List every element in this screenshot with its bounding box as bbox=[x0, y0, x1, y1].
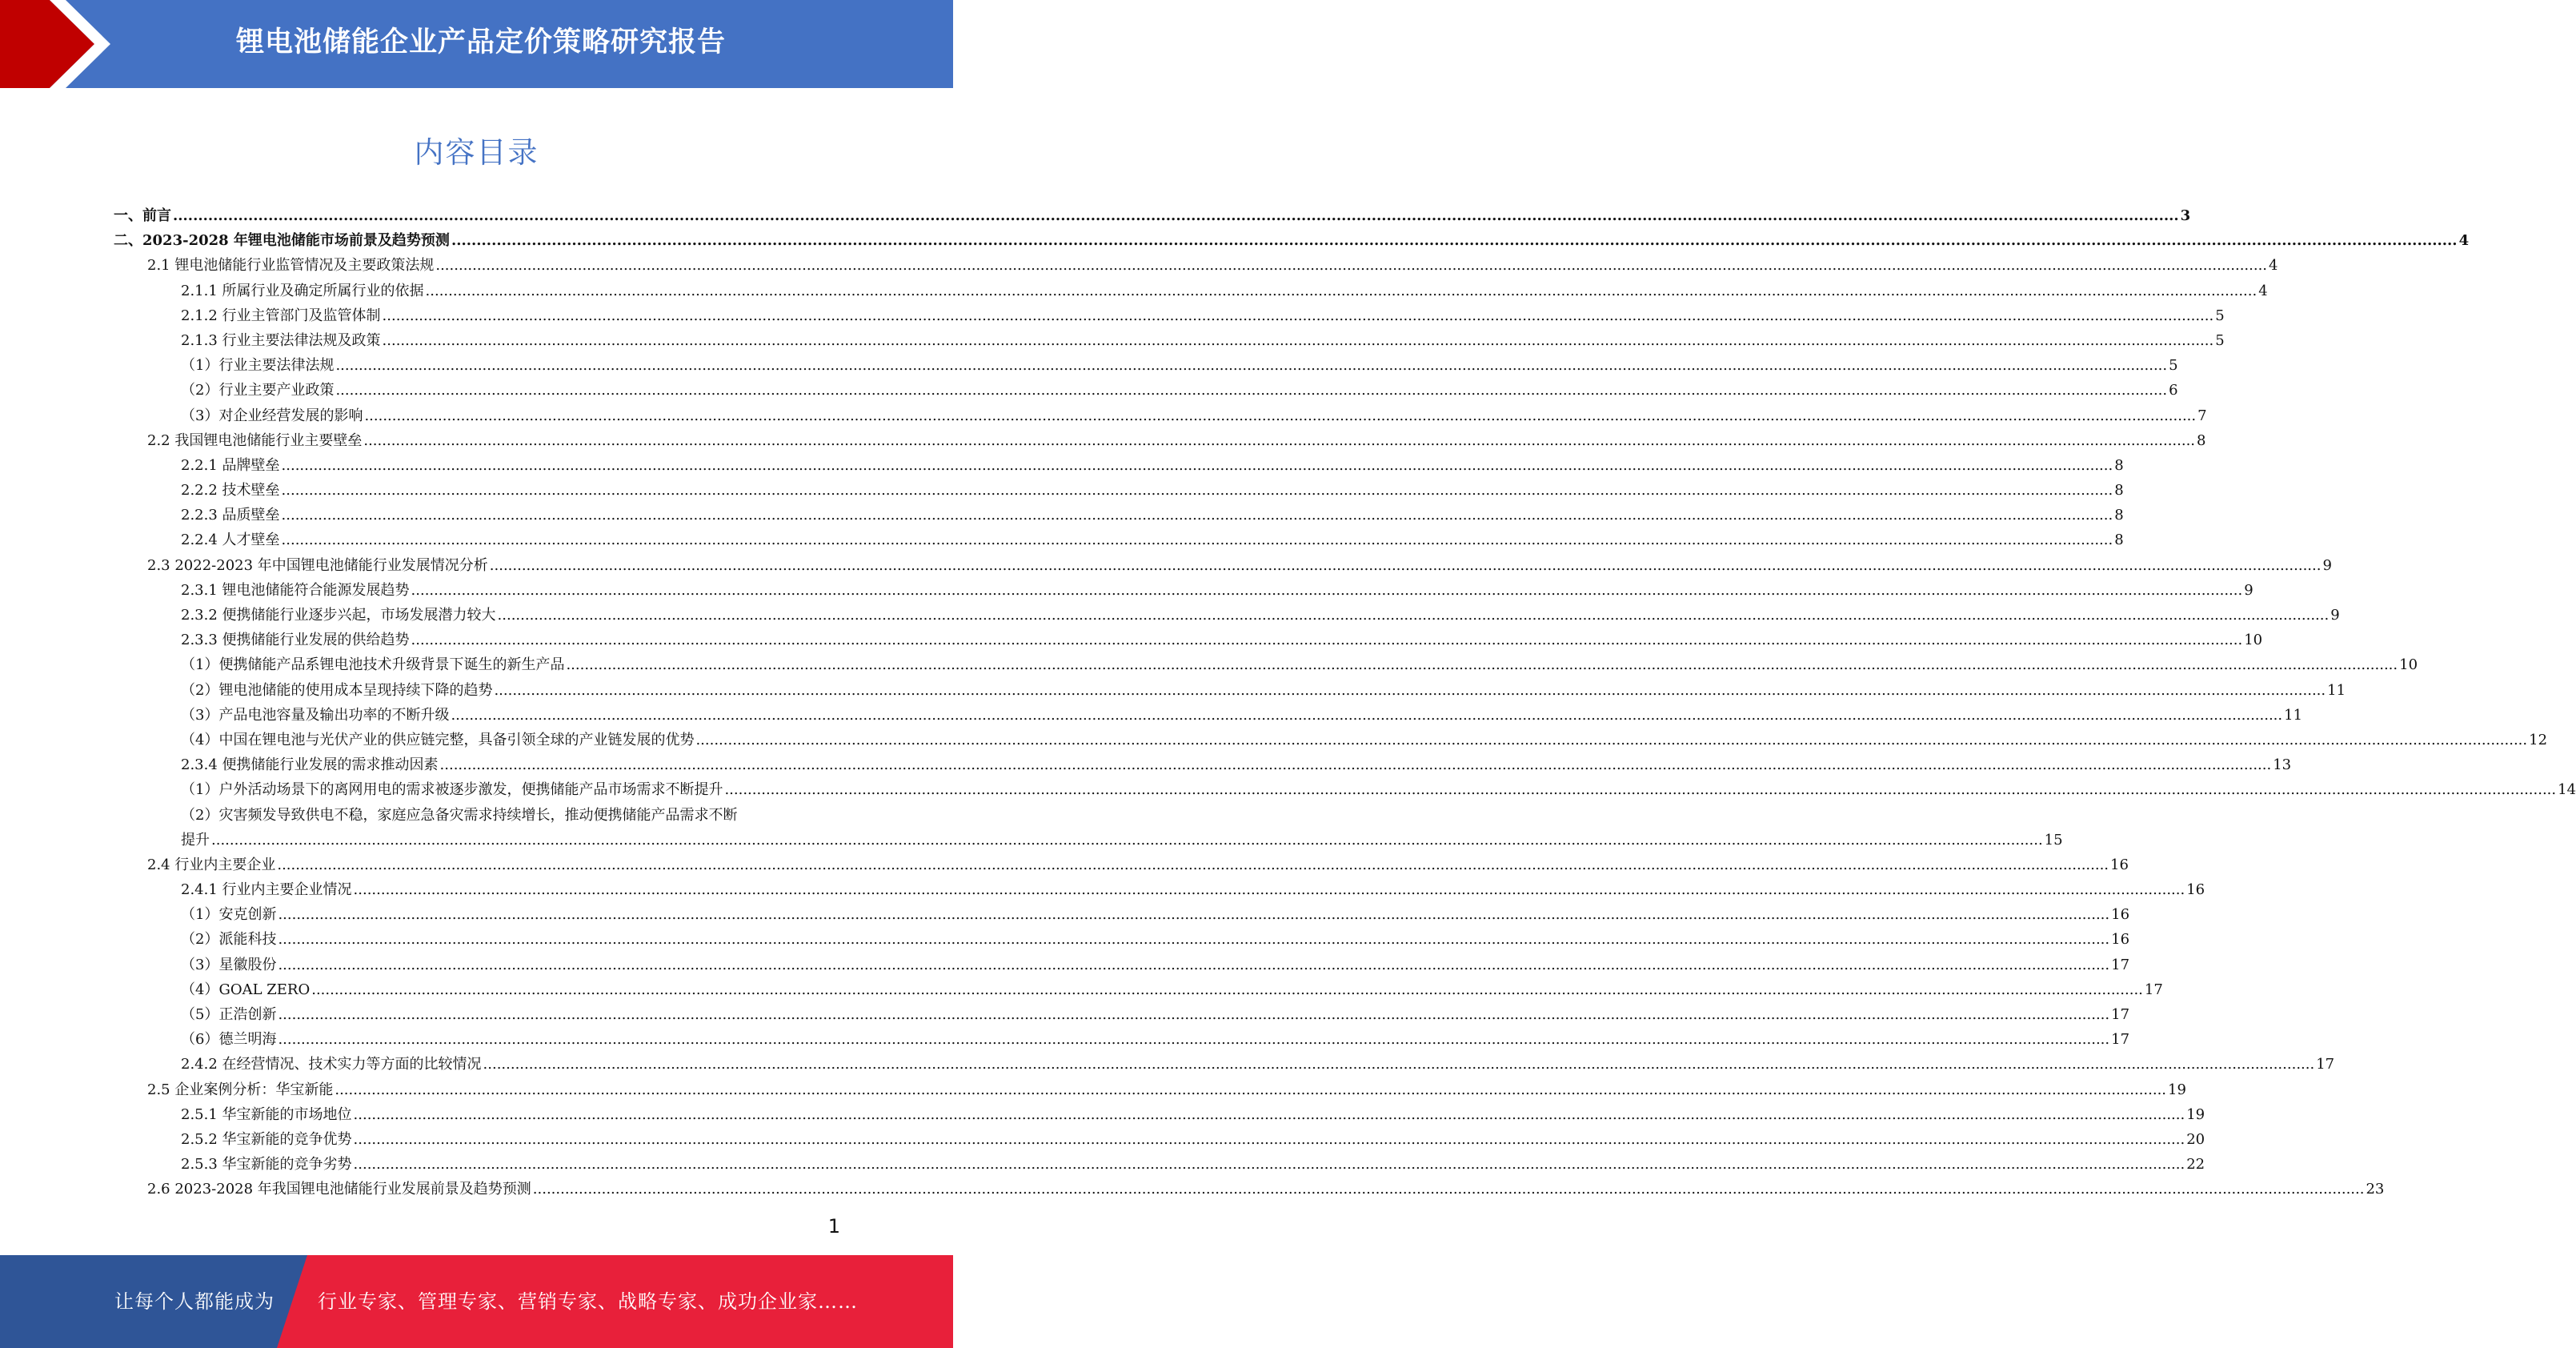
footer-slogan-left: 让每个人都能成为 bbox=[114, 1290, 274, 1313]
toc-entry-title: （5）正浩创新 bbox=[181, 1006, 277, 1023]
toc-entry-title: 2.4 行业内主要企业 bbox=[147, 856, 276, 873]
toc-leader-dots: ................................................................................................................................................................................................................................................................................................................................................................................................................ bbox=[311, 981, 2143, 998]
table-of-contents bbox=[0, 203, 2576, 1202]
toc-leader-dots: ................................................................................................................................................................................................................................................................................................................................................................................................................ bbox=[451, 232, 2458, 250]
toc-leader-dots: ................................................................................................................................................................................................................................................................................................................................................................................................................ bbox=[382, 331, 2214, 349]
toc-entry-title: （1）安克创新 bbox=[181, 906, 277, 924]
toc-entry-title: （6）德兰明海 bbox=[181, 1031, 277, 1049]
toc-entry-page: 3 bbox=[2180, 207, 2191, 224]
toc-entry-page: 5 bbox=[2215, 307, 2225, 324]
toc-entry-title: 2.2.2 技术壁垒 bbox=[181, 482, 280, 499]
toc-entry-page: 17 bbox=[2111, 1031, 2130, 1049]
toc-leader-dots: ................................................................................................................................................................................................................................................................................................................................................................................................................ bbox=[494, 681, 2326, 699]
toc-entry-title: 2.2 我国锂电池储能行业主要壁垒 bbox=[147, 431, 363, 449]
toc-entry-title: （1）户外活动场景下的离网用电的需求被逐步激发，便携储能产品市场需求不断提升 bbox=[181, 781, 723, 799]
toc-entry[interactable] bbox=[0, 1002, 2130, 1027]
toc-entry[interactable] bbox=[0, 1102, 2205, 1127]
toc-entry-title: 2.1 锂电池储能行业监管情况及主要政策法规 bbox=[147, 257, 435, 275]
toc-entry[interactable] bbox=[0, 553, 2332, 578]
toc-entry-title: 2.5.2 华宝新能的竞争优势 bbox=[181, 1130, 352, 1148]
toc-leader-dots: ................................................................................................................................................................................................................................................................................................................................................................................................................ bbox=[335, 357, 2168, 375]
toc-leader-dots: ................................................................................................................................................................................................................................................................................................................................................................................................................ bbox=[281, 456, 2113, 474]
toc-entry-title: 2.1.3 行业主要法律法规及政策 bbox=[181, 331, 381, 349]
toc-entry-page: 6 bbox=[2169, 382, 2178, 399]
toc-entry[interactable] bbox=[0, 902, 2130, 927]
toc-entry-page: 20 bbox=[2186, 1130, 2205, 1148]
toc-entry-page: 16 bbox=[2186, 881, 2205, 899]
page-footer bbox=[0, 1255, 953, 1348]
toc-entry-title: （2）锂电池储能的使用成本呈现持续下降的趋势 bbox=[181, 681, 493, 699]
toc-entry[interactable] bbox=[0, 828, 2063, 853]
toc-leader-dots: ................................................................................................................................................................................................................................................................................................................................................................................................................ bbox=[483, 1056, 2315, 1073]
toc-entry-page: 14 bbox=[2558, 781, 2576, 799]
toc-leader-dots: ................................................................................................................................................................................................................................................................................................................................................................................................................ bbox=[353, 1130, 2185, 1148]
toc-entry[interactable] bbox=[0, 703, 2303, 728]
toc-entry[interactable] bbox=[0, 279, 2268, 303]
toc-leader-dots: ................................................................................................................................................................................................................................................................................................................................................................................................................ bbox=[353, 1156, 2185, 1173]
toc-leader-dots: ................................................................................................................................................................................................................................................................................................................................................................................................................ bbox=[335, 1081, 2167, 1098]
toc-entry-page: 10 bbox=[2399, 656, 2418, 674]
toc-heading: 内容目录 bbox=[414, 135, 539, 170]
footer-slogan-right: 行业专家、管理专家、营销专家、战略专家、成功企业家…… bbox=[318, 1290, 858, 1313]
toc-entry[interactable] bbox=[0, 877, 2205, 902]
toc-leader-dots: ................................................................................................................................................................................................................................................................................................................................................................................................................ bbox=[281, 532, 2113, 549]
toc-leader-dots: ................................................................................................................................................................................................................................................................................................................................................................................................................ bbox=[363, 431, 2196, 449]
toc-entry[interactable] bbox=[0, 1127, 2205, 1152]
toc-entry-page: 10 bbox=[2244, 632, 2263, 649]
toc-entry[interactable] bbox=[0, 203, 2191, 228]
toc-leader-dots: ................................................................................................................................................................................................................................................................................................................................................................................................................ bbox=[353, 1105, 2185, 1123]
toc-entry-title: 2.3.3 便携储能行业发展的供给趋势 bbox=[181, 632, 410, 649]
toc-leader-dots: ................................................................................................................................................................................................................................................................................................................................................................................................................ bbox=[451, 706, 2283, 724]
report-title: 锂电池储能企业产品定价策略研究报告 bbox=[236, 26, 727, 58]
toc-leader-dots: ................................................................................................................................................................................................................................................................................................................................................................................................................ bbox=[364, 407, 2197, 424]
toc-entry-page: 8 bbox=[2114, 482, 2124, 499]
toc-entry-page: 11 bbox=[2327, 681, 2346, 699]
toc-entry-page: 9 bbox=[2322, 556, 2332, 574]
toc-entry-title: （1）行业主要法律法规 bbox=[181, 357, 335, 375]
toc-entry-title: （3）星徽股份 bbox=[181, 956, 277, 973]
toc-entry[interactable] bbox=[0, 1177, 2385, 1202]
toc-entry-title: 二、2023-2028 年锂电池储能市场前景及趋势预测 bbox=[114, 232, 450, 250]
toc-entry-page: 17 bbox=[2316, 1056, 2335, 1073]
toc-entry-page: 19 bbox=[2168, 1081, 2186, 1098]
toc-leader-dots: ................................................................................................................................................................................................................................................................................................................................................................................................................ bbox=[353, 881, 2185, 899]
toc-entry[interactable] bbox=[0, 752, 2292, 777]
toc-entry-title: （4）中国在锂电池与光伏产业的供应链完整，具备引领全球的产业链发展的优势 bbox=[181, 731, 695, 748]
toc-entry[interactable] bbox=[0, 1152, 2205, 1177]
toc-entry-title: 2.5.3 华宝新能的竞争劣势 bbox=[181, 1156, 352, 1173]
toc-entry-page: 17 bbox=[2111, 956, 2130, 973]
toc-leader-dots: ................................................................................................................................................................................................................................................................................................................................................................................................................ bbox=[497, 607, 2330, 624]
toc-leader-dots: ................................................................................................................................................................................................................................................................................................................................................................................................................ bbox=[382, 307, 2214, 324]
toc-leader-dots: ................................................................................................................................................................................................................................................................................................................................................................................................................ bbox=[425, 282, 2258, 299]
toc-entry-page: 5 bbox=[2169, 357, 2178, 375]
toc-entry-title: 2.6 2023-2028 年我国锂电池储能行业发展前景及趋势预测 bbox=[147, 1181, 531, 1198]
toc-leader-dots: ................................................................................................................................................................................................................................................................................................................................................................................................................ bbox=[278, 906, 2110, 924]
toc-entry[interactable] bbox=[0, 777, 2576, 802]
toc-leader-dots: ................................................................................................................................................................................................................................................................................................................................................................................................................ bbox=[281, 507, 2113, 524]
toc-entry-page: 9 bbox=[2244, 581, 2253, 599]
toc-entry[interactable] bbox=[0, 228, 2470, 253]
toc-entry-title: （2）灾害频发导致供电不稳，家庭应急备灾需求持续增长，推动便携储能产品需求不断 bbox=[181, 806, 738, 824]
toc-entry-page: 17 bbox=[2144, 981, 2163, 998]
toc-entry[interactable] bbox=[0, 1052, 2335, 1077]
toc-entry-title: （3）产品电池容量及输出功率的不断升级 bbox=[181, 706, 450, 724]
toc-entry-title: 2.3.2 便携储能行业逐步兴起，市场发展潜力较大 bbox=[181, 607, 496, 624]
toc-entry-page: 23 bbox=[2366, 1181, 2385, 1198]
toc-entry[interactable] bbox=[0, 628, 2263, 652]
toc-entry[interactable] bbox=[0, 977, 2163, 1002]
toc-entry-page: 16 bbox=[2111, 931, 2130, 949]
toc-entry-page: 17 bbox=[2111, 1006, 2130, 1023]
toc-entry-page: 15 bbox=[2044, 831, 2063, 849]
toc-entry-page: 13 bbox=[2273, 756, 2292, 774]
toc-leader-dots: ................................................................................................................................................................................................................................................................................................................................................................................................................ bbox=[439, 756, 2272, 774]
toc-entry[interactable] bbox=[0, 953, 2130, 977]
toc-entry[interactable] bbox=[0, 478, 2124, 503]
toc-entry[interactable] bbox=[0, 652, 2418, 677]
toc-entry[interactable] bbox=[0, 353, 2178, 378]
toc-leader-dots: ................................................................................................................................................................................................................................................................................................................................................................................................................ bbox=[278, 1031, 2110, 1049]
toc-leader-dots: ................................................................................................................................................................................................................................................................................................................................................................................................................ bbox=[277, 856, 2109, 873]
toc-entry-page: 19 bbox=[2186, 1105, 2205, 1123]
toc-entry[interactable] bbox=[0, 853, 2129, 877]
toc-entry[interactable] bbox=[0, 678, 2346, 703]
toc-entry[interactable] bbox=[0, 1027, 2130, 1052]
toc-leader-dots: ................................................................................................................................................................................................................................................................................................................................................................................................................ bbox=[411, 632, 2243, 649]
toc-entry-title: （1）便携储能产品系锂电池技术升级背景下诞生的新生产品 bbox=[181, 656, 565, 674]
toc-entry[interactable] bbox=[0, 503, 2124, 528]
toc-leader-dots: ................................................................................................................................................................................................................................................................................................................................................................................................................ bbox=[278, 931, 2110, 949]
toc-entry[interactable] bbox=[0, 303, 2225, 328]
toc-entry[interactable] bbox=[0, 803, 953, 828]
toc-entry-page: 7 bbox=[2197, 407, 2207, 424]
toc-entry-page: 8 bbox=[2114, 532, 2124, 549]
toc-leader-dots: ................................................................................................................................................................................................................................................................................................................................................................................................................ bbox=[435, 257, 2268, 275]
toc-entry[interactable] bbox=[0, 578, 2253, 603]
toc-entry-title: 2.2.1 品牌壁垒 bbox=[181, 456, 280, 474]
toc-leader-dots: ................................................................................................................................................................................................................................................................................................................................................................................................................ bbox=[532, 1181, 2365, 1198]
toc-entry-title: 2.2.4 人才壁垒 bbox=[181, 532, 280, 549]
toc-leader-dots: ................................................................................................................................................................................................................................................................................................................................................................................................................ bbox=[695, 731, 2528, 748]
toc-entry-page: 4 bbox=[2269, 257, 2278, 275]
toc-entry-title: （2）派能科技 bbox=[181, 931, 277, 949]
toc-entry[interactable] bbox=[0, 603, 2340, 628]
toc-entry[interactable] bbox=[0, 428, 2206, 453]
toc-entry-title: 2.5.1 华宝新能的市场地位 bbox=[181, 1105, 352, 1123]
toc-entry-page: 8 bbox=[2114, 507, 2124, 524]
toc-entry-title: 一、前言 bbox=[114, 207, 171, 224]
toc-entry-title: 2.2.3 品质壁垒 bbox=[181, 507, 280, 524]
toc-entry-title: 2.3 2022-2023 年中国锂电池储能行业发展情况分析 bbox=[147, 556, 488, 574]
toc-leader-dots: ................................................................................................................................................................................................................................................................................................................................................................................................................ bbox=[278, 1006, 2110, 1023]
toc-leader-dots: ................................................................................................................................................................................................................................................................................................................................................................................................................ bbox=[211, 831, 2043, 849]
toc-leader-dots: ................................................................................................................................................................................................................................................................................................................................................................................................................ bbox=[281, 482, 2113, 499]
toc-entry[interactable] bbox=[0, 528, 2124, 552]
toc-leader-dots: ................................................................................................................................................................................................................................................................................................................................................................................................................ bbox=[335, 382, 2168, 399]
toc-entry-title: 2.4.2 在经营情况、技术实力等方面的比较情况 bbox=[181, 1056, 482, 1073]
toc-entry-page: 8 bbox=[2197, 431, 2206, 449]
toc-leader-dots: ................................................................................................................................................................................................................................................................................................................................................................................................................ bbox=[566, 656, 2398, 674]
toc-entry[interactable] bbox=[0, 253, 2278, 278]
toc-entry-page: 5 bbox=[2215, 331, 2225, 349]
toc-entry-page: 16 bbox=[2110, 856, 2129, 873]
toc-entry-title: （4）GOAL ZERO bbox=[181, 981, 310, 998]
toc-entry[interactable] bbox=[0, 927, 2130, 952]
toc-leader-dots: ................................................................................................................................................................................................................................................................................................................................................................................................................ bbox=[278, 956, 2110, 973]
toc-entry-title: 2.1.1 所属行业及确定所属行业的依据 bbox=[181, 282, 424, 299]
toc-entry-title: （2）行业主要产业政策 bbox=[181, 382, 335, 399]
toc-leader-dots: ................................................................................................................................................................................................................................................................................................................................................................................................................ bbox=[173, 207, 2179, 224]
toc-entry[interactable] bbox=[0, 1077, 2186, 1102]
toc-entry[interactable] bbox=[0, 728, 2548, 752]
toc-entry-title: 2.4.1 行业内主要企业情况 bbox=[181, 881, 352, 899]
toc-entry[interactable] bbox=[0, 403, 2207, 428]
toc-entry[interactable] bbox=[0, 328, 2225, 353]
page-header bbox=[0, 0, 953, 88]
toc-entry-page: 16 bbox=[2111, 906, 2130, 924]
toc-entry-title: 2.3.4 便携储能行业发展的需求推动因素 bbox=[181, 756, 439, 774]
toc-entry-page: 8 bbox=[2114, 456, 2124, 474]
toc-entry[interactable] bbox=[0, 453, 2124, 478]
toc-entry-page: 12 bbox=[2529, 731, 2548, 748]
toc-entry[interactable] bbox=[0, 378, 2178, 403]
toc-leader-dots: ................................................................................................................................................................................................................................................................................................................................................................................................................ bbox=[411, 581, 2243, 599]
page-number: 1 bbox=[827, 1215, 840, 1238]
toc-entry-title: 2.3.1 锂电池储能符合能源发展趋势 bbox=[181, 581, 410, 599]
toc-entry-title: 2.5 企业案例分析：华宝新能 bbox=[147, 1081, 334, 1098]
toc-entry-title: 2.1.2 行业主管部门及监管体制 bbox=[181, 307, 381, 324]
toc-entry-page: 4 bbox=[2258, 282, 2268, 299]
toc-entry-page: 4 bbox=[2458, 232, 2470, 250]
toc-leader-dots: ................................................................................................................................................................................................................................................................................................................................................................................................................ bbox=[489, 556, 2322, 574]
toc-entry-page: 11 bbox=[2284, 706, 2303, 724]
toc-entry-title: 提升 bbox=[181, 831, 210, 849]
toc-leader-dots: ................................................................................................................................................................................................................................................................................................................................................................................................................ bbox=[724, 781, 2557, 799]
toc-entry-title: （3）对企业经营发展的影响 bbox=[181, 407, 363, 424]
toc-entry-page: 9 bbox=[2330, 607, 2340, 624]
toc-entry-page: 22 bbox=[2186, 1156, 2205, 1173]
